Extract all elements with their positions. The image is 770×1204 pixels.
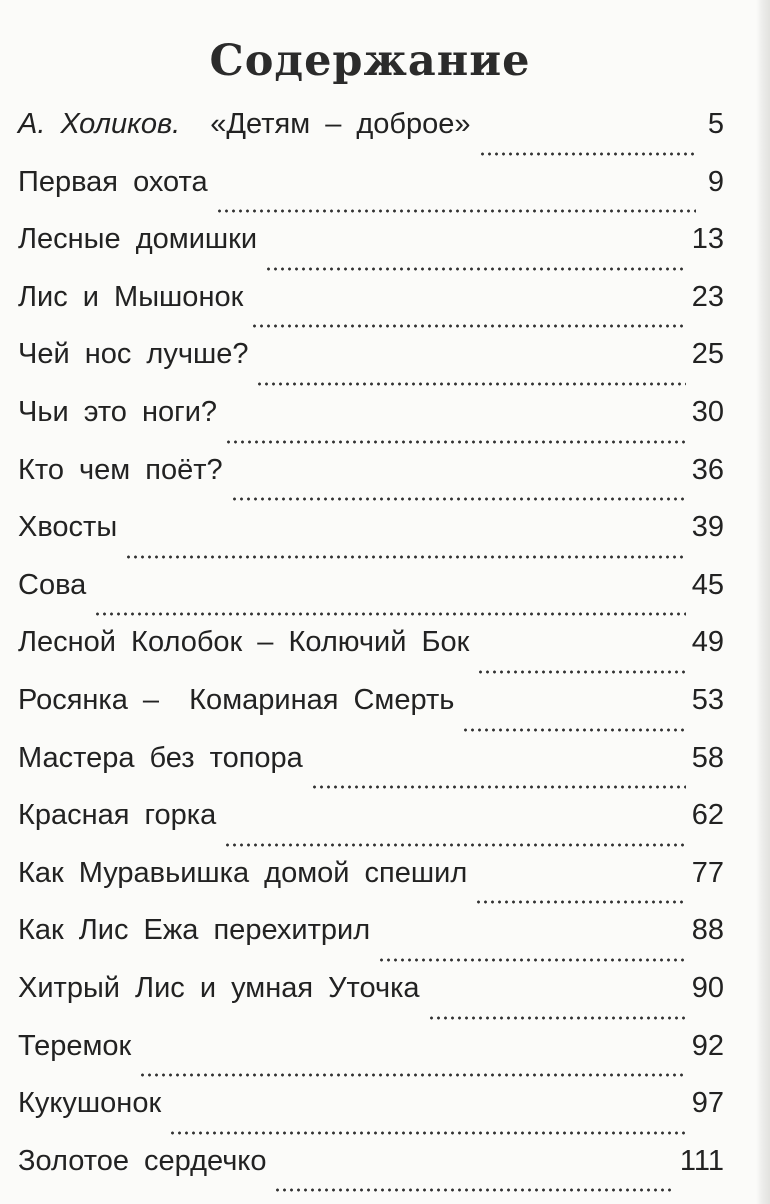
toc-entry-title-text: Кукушонок [18, 1087, 162, 1120]
toc-entry-page-number: 62 [691, 799, 724, 832]
toc-entry-page-number: 58 [691, 741, 724, 774]
toc-entry-page-number: 39 [691, 511, 724, 544]
toc-entry-title-text: Хвосты [18, 511, 118, 544]
dot-leader [231, 497, 686, 501]
toc-entry-title-text: Как Лис Ежа перехитрил [18, 914, 371, 947]
toc-entry [18, 626, 724, 684]
table-of-contents [18, 108, 724, 1202]
dot-leader [125, 555, 686, 559]
toc-entry-title [18, 338, 248, 371]
toc-entry-page-number: 45 [691, 568, 724, 601]
toc-entry-page-number: 111 [679, 1144, 724, 1177]
dot-leader [256, 382, 685, 386]
toc-entry [18, 511, 724, 569]
toc-entry-title [18, 569, 86, 602]
toc-entry-page-number: 30 [691, 395, 724, 428]
toc-entry [18, 1030, 724, 1088]
toc-entry-title-text: Чьи это ноги? [18, 395, 218, 428]
toc-entry-page-number: 49 [691, 626, 724, 659]
toc-entry-title-text: Хитрый Лис и умная Уточка [18, 971, 420, 1004]
toc-entry-title-text: Лесной Колобок – Колючий Бок [18, 626, 470, 659]
dot-leader [428, 1016, 686, 1020]
toc-entry-page-number: 77 [691, 856, 724, 889]
toc-entry-title [18, 799, 216, 832]
toc-entry-page-number: 90 [691, 971, 724, 1004]
toc-entry [18, 914, 724, 972]
toc-entry-title-text: Чей нос лучше? [18, 338, 249, 371]
toc-entry-page-number: 5 [707, 108, 724, 140]
toc-entry-page-number: 92 [691, 1029, 724, 1062]
toc-entry-title [18, 1030, 131, 1063]
dot-leader [216, 209, 696, 213]
toc-entry-title-text: «Детям – доброе» [210, 108, 471, 140]
toc-entry-title [18, 1087, 161, 1120]
toc-entry-title-text: Кто чем поёт? [18, 453, 223, 486]
toc-entry-title [18, 108, 471, 141]
toc-entry-title-text: Мастера без топора [18, 741, 303, 774]
dot-leader [311, 785, 686, 789]
dot-leader [94, 612, 685, 616]
page-title: Содержание [209, 36, 531, 86]
dot-leader [169, 1131, 686, 1135]
toc-entry [18, 857, 724, 915]
toc-entry [18, 338, 724, 396]
toc-entry-page-number: 53 [691, 683, 724, 716]
toc-entry-title [18, 454, 223, 487]
toc-entry-title [18, 281, 243, 314]
toc-entry [18, 223, 724, 281]
dot-leader [378, 958, 686, 962]
toc-entry [18, 799, 724, 857]
toc-entry-title-text: Теремок [18, 1029, 132, 1062]
dot-leader [265, 267, 686, 271]
toc-entry-title-text: Золотое сердечко [18, 1144, 267, 1177]
page-edge-shadow [756, 0, 770, 1204]
toc-entry-page-number: 9 [707, 165, 724, 198]
dot-leader [475, 900, 685, 904]
toc-entry-title-text: Как Муравьишка домой спешил [18, 856, 468, 889]
toc-entry-title-text: Росянка – Комариная Смерть [18, 683, 455, 716]
toc-entry-title-text: Красная горка [18, 799, 217, 832]
dot-leader [274, 1188, 673, 1192]
toc-entry-title [18, 396, 217, 429]
toc-entry [18, 1145, 724, 1203]
toc-entry [18, 166, 724, 224]
dot-leader [251, 324, 685, 328]
toc-entry-title [18, 1145, 266, 1178]
toc-entry [18, 281, 724, 339]
toc-entry [18, 684, 724, 742]
dot-leader [462, 728, 685, 732]
toc-entry [18, 972, 724, 1030]
toc-entry [18, 742, 724, 800]
toc-entry-title [18, 511, 117, 544]
toc-entry [18, 396, 724, 454]
toc-entry-page-number: 97 [691, 1087, 724, 1120]
toc-entry [18, 108, 724, 166]
toc-entry-title-text: Сова [18, 568, 87, 601]
dot-leader [224, 843, 686, 847]
dot-leader [139, 1073, 686, 1077]
toc-entry-page-number: 36 [691, 453, 724, 486]
toc-entry-page-number: 25 [691, 338, 724, 371]
toc-entry-page-number: 23 [691, 280, 724, 313]
toc-entry [18, 569, 724, 627]
toc-entry-title [18, 914, 370, 947]
toc-entry-title [18, 857, 467, 890]
toc-entry [18, 454, 724, 512]
toc-entry [18, 1087, 724, 1145]
toc-entry-title-text: Лесные домишки [18, 223, 258, 256]
toc-entry-title [18, 972, 420, 1005]
toc-entry-title [18, 626, 469, 659]
toc-entry-page-number: 13 [691, 223, 724, 256]
toc-entry-author: А. Холиков. [18, 108, 181, 140]
toc-entry-title [18, 223, 257, 256]
dot-leader [225, 440, 686, 444]
toc-entry-title [18, 166, 208, 199]
toc-entry-title-text: Первая охота [18, 165, 208, 198]
dot-leader [479, 152, 696, 156]
dot-leader [477, 670, 685, 674]
toc-entry-title-text: Лис и Мышонок [18, 280, 244, 313]
toc-entry-title [18, 684, 454, 717]
toc-entry-title [18, 742, 303, 775]
toc-entry-page-number: 88 [691, 914, 724, 947]
